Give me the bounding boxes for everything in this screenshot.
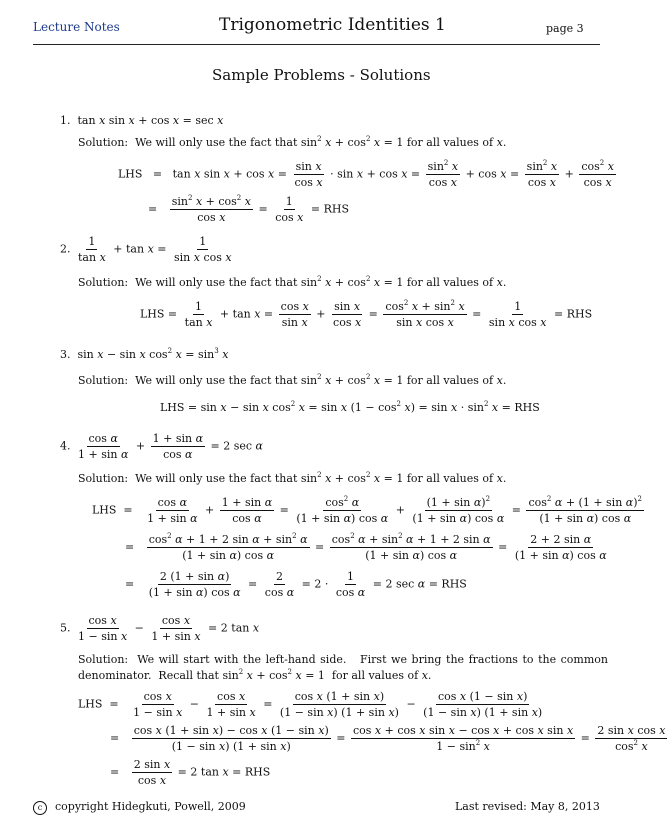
equation-4c: = $\frac{\text{2 (1 + sin α)}}{\text{(1 + sin α) cos α}}$ = $\frac{2}{\text{cos α}}$ = 2 · $\frac{1}{\text{cos α}}$ = 2 sec α = RHS	[125, 570, 467, 599]
page-title: Trigonometric Identities 1	[219, 15, 446, 35]
problem-number: 2.	[60, 242, 71, 256]
footer-copyright	[33, 800, 246, 815]
equation-1a: LHS = tan x sin x + cos x = $\frac{\text{sin x}}{\text{cos x}}$ · sin x + cos x = $\frac{\sin^2 x}{\text{cos x}}$ + cos x = $\frac{\sin^2 x}{\text{cos x}}$ + $\frac{\cos^2 x}{\text{cos x}}$	[118, 159, 614, 189]
problem-statement: tan x sin x + cos x = sec x	[77, 114, 224, 127]
copyright-icon: c	[33, 801, 47, 815]
problem-statement: sin x − sin x $\cos^2 x = \sin^3 x$	[77, 347, 229, 361]
equation-4b: = $\frac{\cos^2 \alpha + 1 + 2 \sin \alpha + \sin^2 \alpha}{\text{(1 + sin α) cos α}}$ = $\frac{\cos^2 \alpha + \sin^2 \alpha + 1 + 2 \sin \alpha}{\text{(1 + sin α) cos α}}$ = $\frac{\text{2 + 2 sin α}}{\text{(1 + sin α) cos α}}$	[125, 532, 607, 562]
problem-4: 4. $\frac{\text{cos α}}{\text{1 + sin α}}$ + $\frac{\text{1 + sin α}}{\text{cos α}}$ = 2 sec α	[60, 432, 263, 461]
solution-text: Solution: We will only use the fact that $\sin^2 x + \cos^2 x = 1$ for all values of x.	[78, 471, 507, 485]
problem-1	[60, 114, 223, 127]
equation-5c: = $\frac{\text{2 sin x}}{\text{cos x}}$ = 2 tan x = RHS	[110, 758, 271, 787]
problem-number: 1.	[60, 114, 71, 127]
solution-text: Solution: We will only use the fact that $\sin^2 x + \cos^2 x = 1$ for all values of x.	[78, 373, 507, 387]
solution-text-5: Solution: We will start with the left-hand side. First we bring the fractions to the common denominator. Recall that $\sin^2 x + \cos^2 x = 1$ for all values of x.	[78, 653, 608, 682]
problem-3	[60, 348, 228, 361]
equation-4a: LHS = $\frac{\text{cos α}}{\text{1 + sin α}}$ + $\frac{\text{1 + sin α}}{\text{cos α}}$ = $\frac{\cos^2 \alpha}{\text{(1 + sin α) cos α}}$ + $\frac{(1 + \sin \alpha)^2}{\text{(1 + sin α) cos α}}$ = $\frac{\cos^2 \alpha + (1 + \sin \alpha)^2}{\text{(1 + sin α) cos α}}$	[92, 495, 642, 525]
solution-text: Solution: We will only use the fact that $\sin^2 x + \cos^2 x = 1$ for all values of x.	[78, 275, 507, 289]
equation-3: LHS = sin x − sin x $\cos^2 x = \sin x$ $(1 - \cos^2 x) = \sin x \cdot \sin^2 x$ = RHS	[160, 400, 540, 414]
equation-1b: = $\frac{\sin^2 x + \cos^2 x}{\text{cos x}}$ = $\frac{1}{\text{cos x}}$ = RHS	[148, 194, 349, 224]
equation-5b: = $\frac{\text{cos x (1 + sin x) − cos x (1 − sin x)}}{\text{(1 − sin x) (1 + sin x)}}$ = $\frac{\text{cos x + cos x sin x − cos x + cos x sin x}}{1 - \sin^2 x}$ = $\frac{\text{2 sin x cos x}}{\cos^2 x}$	[110, 724, 666, 753]
problem-number: 4.	[60, 439, 71, 453]
header-rule	[33, 44, 600, 45]
problem-2: 2. $\frac{1}{\text{tan x}}$ + tan x = $\frac{1}{\text{sin x cos x}}$	[60, 235, 232, 264]
problem-5: 5. $\frac{\text{cos x}}{\text{1 − sin x}}$ − $\frac{\text{cos x}}{\text{1 + sin x}}$ = 2 tan x	[60, 614, 260, 643]
equation-2: LHS = $\frac{1}{\text{tan x}}$ + tan x = $\frac{\text{cos x}}{\text{sin x}}$ + $\frac{\text{sin x}}{\text{cos x}}$ = $\frac{\cos^2 x + \sin^2 x}{\text{sin x cos x}}$ = $\frac{1}{\text{sin x cos x}}$ = RHS	[140, 299, 593, 329]
problem-number: 5.	[60, 621, 71, 635]
equation-5a: LHS = $\frac{\text{cos x}}{\text{1 − sin x}}$ − $\frac{\text{cos x}}{\text{1 + sin x}}$ = $\frac{\text{cos x (1 + sin x)}}{\text{(1 − sin x) (1 + sin x)}}$ − $\frac{\text{cos x (1 − sin x)}}{\text{(1 − sin x) (1 + sin x)}}$	[78, 690, 543, 719]
page-number: page 3	[546, 22, 584, 35]
footer-revised: Last revised: May 8, 2013	[455, 800, 600, 813]
problem-number: 3.	[60, 348, 71, 361]
solution-text: Solution: We will only use the fact that $\sin^2 x + \cos^2 x = 1$ for all values of x.	[78, 135, 507, 149]
header-left: Lecture Notes	[33, 20, 120, 34]
copyright-text: copyright Hidegkuti, Powell, 2009	[55, 800, 246, 813]
section-title: Sample Problems - Solutions	[212, 66, 431, 84]
